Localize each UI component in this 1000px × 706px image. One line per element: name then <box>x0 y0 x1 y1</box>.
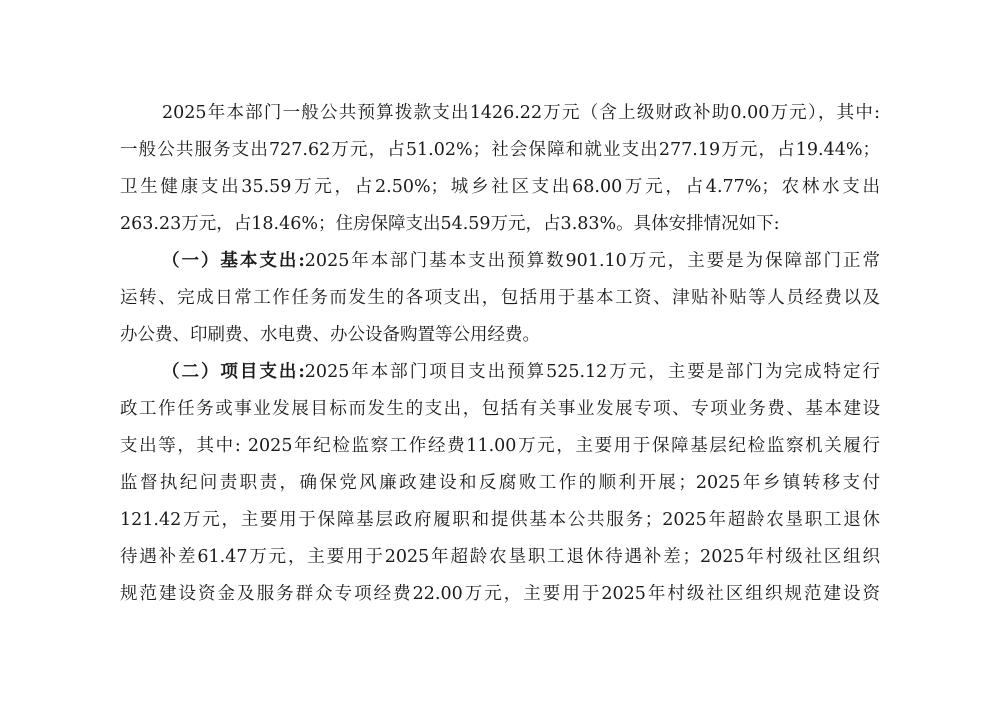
intro-line-4: 263.23万元，占18.46%；住房保障支出54.59万元，占3.83%。具体安排情况如下: <box>120 214 780 234</box>
basic-expenditure-line-2: 运转、完成日常工作任务而发生的各项支出，包括用于基本工资、津贴补贴等人员经费以及 <box>120 288 880 308</box>
intro-line-3: 卫生健康支出35.59万元，占2.50%；城乡社区支出68.00万元，占4.77%；农林水支出 <box>120 177 880 197</box>
project-expenditure-line-2: 政工作任务或事业发展目标而发生的支出，包括有关事业发展专项、专项业务费、基本建设 <box>120 399 880 419</box>
project-expenditure-line-4: 监督执纪问责职责，确保党风廉政建设和反腐败工作的顺利开展；2025年乡镇转移支付 <box>120 473 880 493</box>
project-expenditure-line-7: 规范建设资金及服务群众专项经费22.00万元，主要用于2025年村级社区组织规范建设资 <box>120 584 880 604</box>
project-expenditure-line-3: 支出等，其中: 2025年纪检监察工作经费11.00万元，主要用于保障基层纪检监察机关履行 <box>120 436 880 456</box>
project-expenditure-heading: （二）项目支出: <box>162 362 305 382</box>
basic-expenditure-heading: （一）基本支出: <box>162 251 305 271</box>
project-expenditure-line-5: 121.42万元，主要用于保障基层政府履职和提供基本公共服务；2025年超龄农垦职工退休 <box>120 510 880 530</box>
project-expenditure-line-6: 待遇补差61.47万元，主要用于2025年超龄农垦职工退休待遇补差；2025年村级社区组织 <box>120 547 880 567</box>
basic-expenditure-text: 2025年本部门基本支出预算数901.10万元，主要是为保障部门正常 <box>304 251 880 271</box>
project-expenditure-line-1 <box>162 360 880 384</box>
intro-line-1: 2025年本部门一般公共预算拨款支出1426.22万元（含上级财政补助0.00万元），其中: <box>162 103 880 123</box>
basic-expenditure-line-3: 办公费、印刷费、水电费、办公设备购置等公用经费。 <box>120 325 540 345</box>
intro-line-2: 一般公共服务支出727.62万元，占51.02%；社会保障和就业支出277.19万元，占19.44%； <box>120 140 880 160</box>
project-expenditure-text: 2025年本部门项目支出预算525.12万元，主要是部门为完成特定行 <box>304 362 880 382</box>
basic-expenditure-line-1 <box>162 249 880 273</box>
